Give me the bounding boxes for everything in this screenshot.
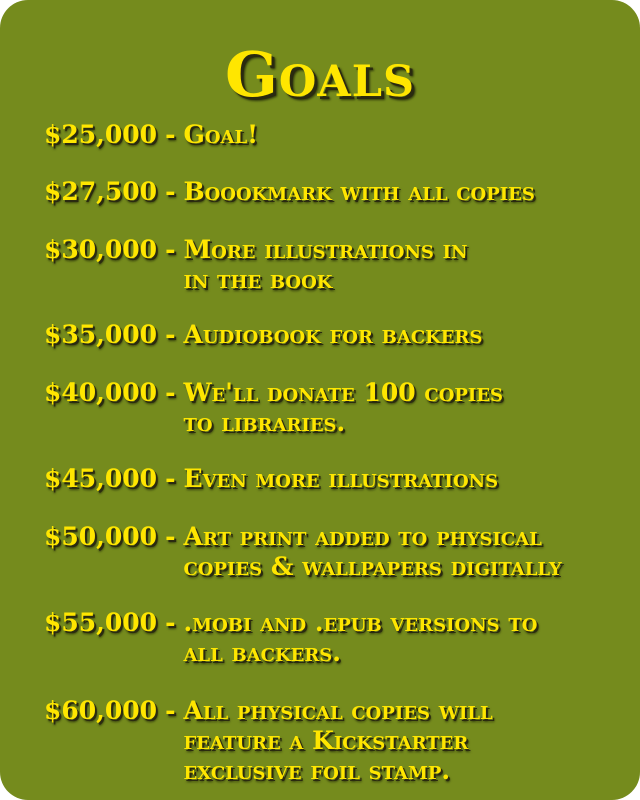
goal-description-line: Boookmark with all copies bbox=[183, 177, 535, 206]
goal-description-line: Goal! bbox=[183, 120, 259, 149]
goal-description-line: Audiobook for backers bbox=[183, 320, 483, 349]
goal-separator: - bbox=[165, 235, 176, 264]
goal-description bbox=[183, 120, 258, 150]
goal-item-60000 bbox=[44, 696, 493, 786]
goal-description bbox=[183, 608, 537, 668]
goal-separator: - bbox=[165, 120, 176, 149]
goal-description bbox=[183, 522, 561, 582]
goal-item-35000 bbox=[44, 320, 482, 350]
goal-description bbox=[183, 320, 482, 350]
goal-description-line: all backers. bbox=[183, 638, 341, 667]
goal-amount: $30,000 bbox=[44, 235, 158, 264]
goal-item-27500 bbox=[44, 177, 535, 207]
goal-separator: - bbox=[165, 177, 176, 206]
goal-description bbox=[183, 696, 492, 786]
goal-separator: - bbox=[165, 320, 176, 349]
goal-description bbox=[183, 177, 534, 207]
goal-description-line: .mobi and .epub versions to bbox=[183, 608, 538, 637]
goal-amount: $35,000 bbox=[44, 320, 158, 349]
goal-amount: $27,500 bbox=[44, 177, 158, 206]
goal-amount: $25,000 bbox=[44, 120, 158, 149]
goal-amount: $50,000 bbox=[44, 522, 158, 551]
goal-separator: - bbox=[165, 608, 176, 637]
goal-description-line: Even more illustrations bbox=[183, 464, 499, 493]
goal-description-line: copies & wallpapers digitally bbox=[183, 552, 562, 581]
goal-description bbox=[183, 464, 498, 494]
goal-amount: $55,000 bbox=[44, 608, 158, 637]
goal-separator: - bbox=[165, 696, 176, 725]
goal-description-line: We'll donate 100 copies bbox=[183, 378, 504, 407]
goal-item-30000 bbox=[44, 235, 468, 295]
goal-item-40000 bbox=[44, 378, 503, 438]
goal-separator: - bbox=[165, 464, 176, 493]
goal-amount: $40,000 bbox=[44, 378, 158, 407]
goal-description-line: More illustrations in bbox=[183, 235, 468, 264]
goal-amount: $60,000 bbox=[44, 696, 158, 725]
goal-item-55000 bbox=[44, 608, 537, 668]
goal-description-line: All physical copies will bbox=[183, 696, 493, 725]
goal-description-line: feature a Kickstarter bbox=[183, 726, 469, 755]
page-title: Goals bbox=[224, 38, 416, 111]
goal-item-25000 bbox=[44, 120, 258, 150]
goal-item-45000 bbox=[44, 464, 498, 494]
goal-description-line: Art print added to physical bbox=[183, 522, 542, 551]
goal-separator: - bbox=[165, 378, 176, 407]
goal-separator: - bbox=[165, 522, 176, 551]
goal-item-50000 bbox=[44, 522, 562, 582]
goal-description-line: exclusive foil stamp. bbox=[183, 756, 451, 785]
goal-amount: $45,000 bbox=[44, 464, 158, 493]
goal-description bbox=[183, 378, 503, 438]
goal-description bbox=[183, 235, 467, 295]
goal-description-line: in the book bbox=[183, 265, 333, 294]
goal-description-line: to libraries. bbox=[183, 408, 346, 437]
